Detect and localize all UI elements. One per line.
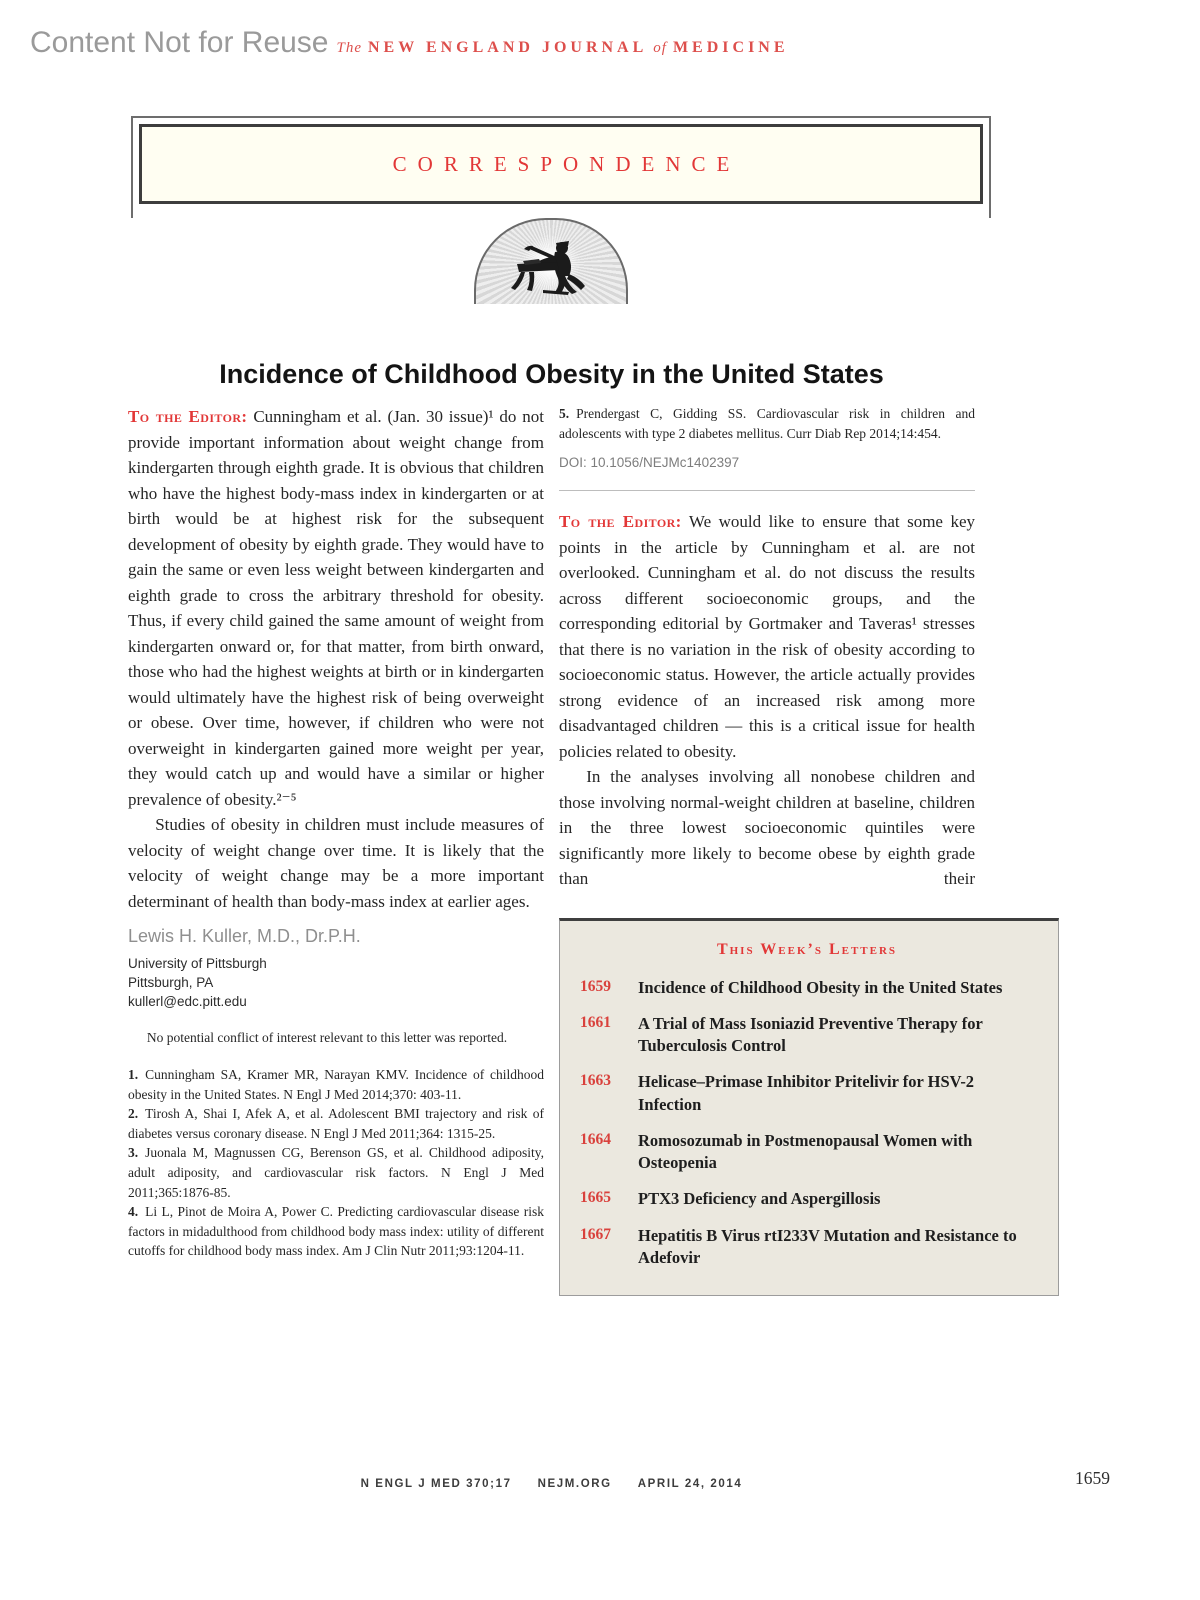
letter2-p1-text: We would like to ensure that some key points in the article by Cunningham et al. are not overlooked. Cunningham et al. do not discuss the results across different socioeconomic groups, and the corresponding editorial by Gortmaker and Taveras¹ stresses that there is no variation in the risk of obesity according to socioeconomic status. However, the article actually provides strong evidence of an increased risk among more disadvantaged children — this is a critical issue for health policies related to obesity. bbox=[559, 512, 975, 761]
correspondence-banner-frame bbox=[131, 116, 991, 218]
letters-box-item bbox=[580, 1225, 1034, 1270]
masthead-connector: of bbox=[653, 40, 667, 56]
letter-page-number: 1663 bbox=[580, 1072, 611, 1090]
letters-box-item bbox=[580, 1188, 1034, 1210]
letter-divider bbox=[559, 490, 975, 491]
page-header bbox=[30, 26, 789, 60]
reference-3-number: 3. bbox=[128, 1145, 139, 1161]
letter-page-number: 1667 bbox=[580, 1225, 611, 1243]
reference-4 bbox=[128, 1202, 544, 1261]
reference-5-text: Prendergast C, Gidding SS. Cardiovascular risk in children and adolescents with type 2 diabetes mellitus. Curr Diab Rep 2014;14:454. bbox=[559, 406, 975, 441]
reference-2 bbox=[128, 1104, 544, 1143]
page-number: 1659 bbox=[1075, 1468, 1110, 1488]
letter-page-number: 1661 bbox=[580, 1013, 611, 1031]
footer-site: NEJM.ORG bbox=[537, 1478, 612, 1490]
right-column bbox=[559, 404, 1017, 1296]
footer-citation: N ENGL J MED 370;17 bbox=[360, 1478, 512, 1490]
reference-4-text: Li L, Pinot de Moira A, Power C. Predicting cardiovascular disease risk factors in midadulthood from childhood body mass index: utility of different cutoffs for childhood body mass index. Am J Clin Nutr 2011;93:1204-11. bbox=[128, 1204, 544, 1259]
section-title: CORRESPONDENCE bbox=[392, 151, 741, 176]
letter-title: Hepatitis B Virus rtI233V Mutation and Resistance to Adefovir bbox=[638, 1225, 1017, 1268]
letter1-paragraph-1 bbox=[128, 404, 544, 812]
footer-date: APRIL 24, 2014 bbox=[637, 1478, 743, 1490]
masthead-prefix: The bbox=[336, 40, 362, 56]
reference-4-number: 4. bbox=[128, 1204, 139, 1220]
affiliation-line-1: University of Pittsburgh bbox=[128, 956, 267, 971]
reference-3-text: Juonala M, Magnussen CG, Berenson GS, et al. Childhood adiposity, adult adiposity, and cardiovascular risk factors. N Engl J Med 2011;365:1876-85. bbox=[128, 1145, 544, 1200]
scribe-silhouette-icon bbox=[499, 234, 603, 300]
letter-title: Helicase–Primase Inhibitor Pritelivir for HSV-2 Infection bbox=[638, 1072, 975, 1114]
letter-title: PTX3 Deficiency and Aspergillosis bbox=[638, 1189, 881, 1209]
affiliation-line-2: Pittsburgh, PA bbox=[128, 974, 214, 990]
doi-line: DOI: 10.1056/NEJMc1402397 bbox=[559, 455, 740, 471]
two-column-text bbox=[128, 404, 1017, 1296]
letter-page-number: 1664 bbox=[580, 1130, 611, 1148]
letter2-paragraph-1 bbox=[559, 509, 975, 764]
letter-title: Incidence of Childhood Obesity in the United States bbox=[638, 977, 1003, 997]
journal-masthead bbox=[335, 39, 789, 57]
reference-5 bbox=[559, 404, 975, 443]
letter-title: Romosozumab in Postmenopausal Women with Osteopenia bbox=[638, 1130, 973, 1173]
left-column bbox=[128, 404, 544, 1296]
author-signature: Lewis H. Kuller, M.D., Dr.P.H. bbox=[128, 926, 361, 946]
reference-list bbox=[128, 1065, 544, 1261]
letter1-salutation: To the Editor: bbox=[128, 407, 248, 426]
letters-box-item bbox=[580, 1071, 1034, 1116]
correspondence-banner bbox=[139, 124, 983, 204]
letter-page-number: 1665 bbox=[580, 1189, 611, 1207]
letter-title: A Trial of Mass Isoniazid Preventive Therapy for Tuberculosis Control bbox=[638, 1013, 983, 1056]
letter1-paragraph-2: Studies of obesity in children must include measures of velocity of weight change over time. It is likely that the velocity of weight change may be a more important determinant of health than body-mass index at earlier ages. bbox=[128, 815, 544, 911]
reference-1-number: 1. bbox=[128, 1067, 139, 1083]
letters-box-title: This Week’s Letters bbox=[716, 940, 898, 958]
letters-box-item bbox=[580, 1013, 1034, 1058]
letter2-salutation: To the Editor: bbox=[559, 512, 682, 532]
reference-5-number: 5. bbox=[559, 406, 570, 421]
reference-1-text: Cunningham SA, Kramer MR, Narayan KMV. Incidence of childhood obesity in the United States. N Engl J Med 2014;370: 403-11. bbox=[128, 1067, 544, 1102]
masthead-part1: NEW ENGLAND JOURNAL bbox=[368, 39, 648, 56]
letter1-p1-text: Cunningham et al. (Jan. 30 issue)¹ do not provide important information about weight change from kindergarten through eighth grade. It is obvious that children who have the highest body-mass index in kindergarten or at birth would be at highest risk for the subsequent development of obesity by eighth grade. They would have to gain the same or even less weight between kindergarten and eighth grade to cross the arbitrary threshold for obesity. Thus, if every child gained the same amount of weight from kindergarten onward or, for that matter, from birth onward, those who had the highest weights at birth or in kindergarten would ultimately have the highest risk of being overweight or obese. Over time, however, if children who were not overweight in kindergarten gained more weight per year, they would catch up and would have a similar or higher prevalence of obesity.²⁻⁵ bbox=[128, 407, 545, 809]
reference-2-number: 2. bbox=[128, 1106, 139, 1122]
article-title: Incidence of Childhood Obesity in the United States bbox=[219, 359, 884, 390]
reference-3 bbox=[128, 1143, 544, 1202]
masthead-part2: MEDICINE bbox=[672, 39, 789, 56]
letter2-paragraph-2: In the analyses involving all nonobese children and those involving normal-weight children at baseline, children in the three lowest socioeconomic quintiles were significantly more likely to become obese by eighth grade than their bbox=[559, 767, 975, 889]
reference-1 bbox=[128, 1065, 544, 1104]
watermark-text: Content Not for Reuse bbox=[30, 26, 329, 59]
reference-2-text: Tirosh A, Shai I, Afek A, et al. Adolescent BMI trajectory and risk of diabetes versus coronary disease. N Engl J Med 2011;364: 1315-25. bbox=[128, 1106, 544, 1141]
this-weeks-letters-box bbox=[559, 918, 1059, 1297]
letters-box-item bbox=[580, 977, 1034, 999]
scribe-at-desk-emblem-icon bbox=[474, 218, 628, 304]
author-email-link[interactable]: kullerl@edc.pitt.edu bbox=[128, 993, 247, 1009]
letter-page-number: 1659 bbox=[580, 977, 611, 995]
letters-box-item bbox=[580, 1130, 1034, 1175]
conflict-disclosure: No potential conflict of interest relevant to this letter was reported. bbox=[146, 1029, 508, 1045]
author-affiliation bbox=[128, 955, 544, 1012]
journal-footer bbox=[128, 1478, 975, 1490]
